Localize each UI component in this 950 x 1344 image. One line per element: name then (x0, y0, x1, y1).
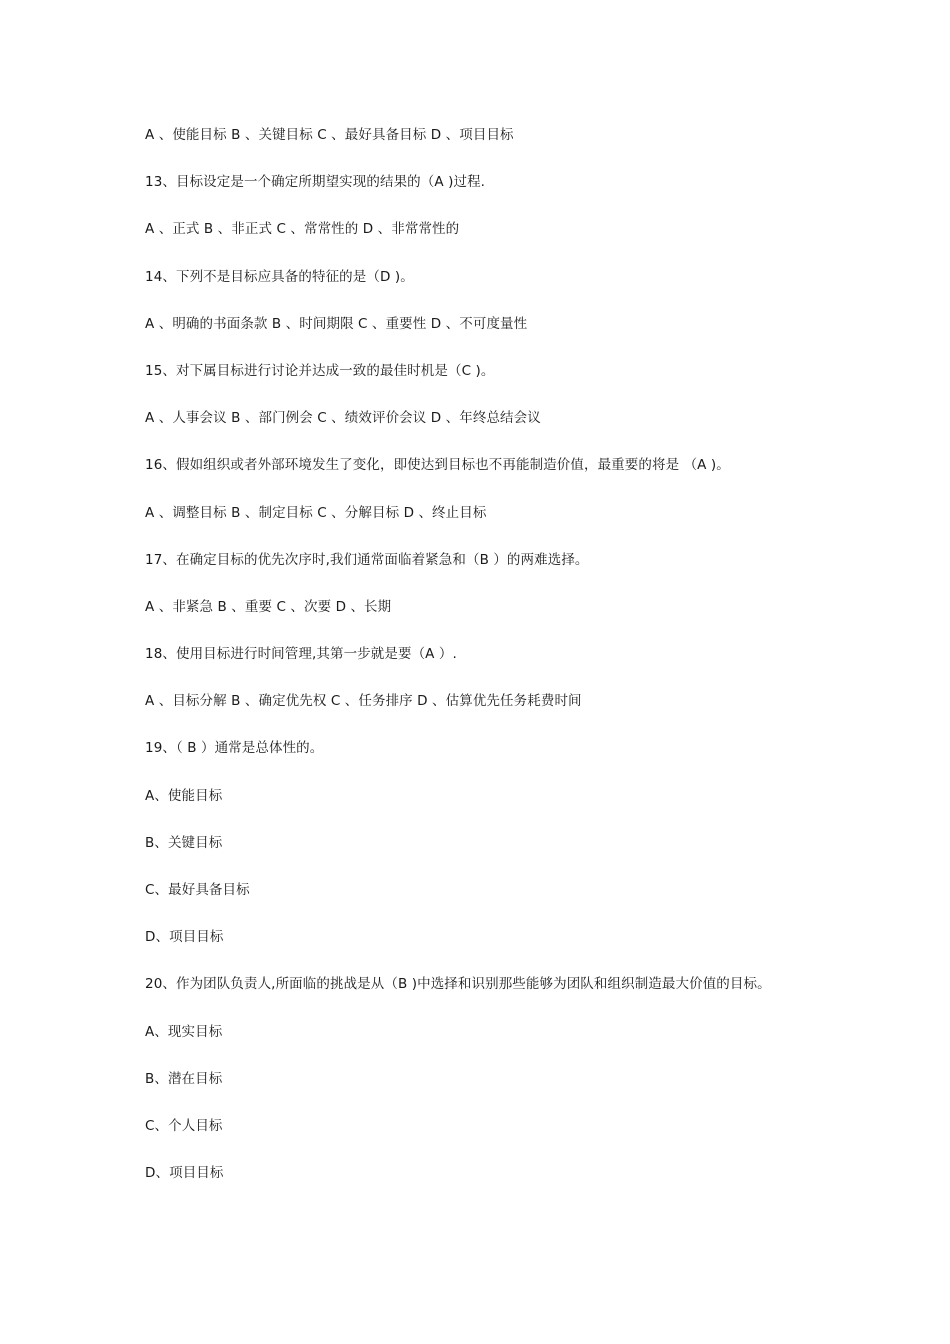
option-item: D、项目目标 (145, 1165, 224, 1182)
question-line: 19、（ B ）通常是总体性的。 (145, 740, 324, 757)
options-line: A 、使能目标 B 、关键目标 C 、最好具备目标 D 、项目目标 (145, 127, 514, 143)
option-item: B、关键目标 (145, 834, 223, 851)
options-line: A 、明确的书面条款 B 、时间期限 C 、重要性 D 、不可度量性 (145, 315, 528, 332)
options-line: A 、人事会议 B 、部门例会 C 、绩效评价会议 D 、年终总结会议 (145, 410, 541, 427)
question-line: 20、作为团队负责人,所面临的挑战是从（B )中选择和识别那些能够为团队和组织制造最大价值的目标。 (145, 976, 771, 993)
question-line: 15、对下属目标进行讨论并达成一致的最佳时机是（C )。 (145, 362, 495, 379)
document-body (145, 124, 915, 1209)
option-item: C、最好具备目标 (145, 882, 250, 898)
options-line: A 、目标分解 B 、确定优先权 C 、任务排序 D 、估算优先任务耗费时间 (145, 693, 582, 710)
options-line: A 、非紧急 B 、重要 C 、次要 D 、长期 (145, 598, 392, 615)
question-line: 14、下列不是目标应具备的特征的是（D )。 (145, 268, 414, 285)
option-item: B、潜在目标 (145, 1070, 223, 1087)
option-item: C、个人目标 (145, 1117, 223, 1134)
option-item: D、项目目标 (145, 929, 224, 946)
options-line: A 、调整目标 B 、制定目标 C 、分解目标 D 、终止目标 (145, 504, 487, 521)
question-line: 16、假如组织或者外部环境发生了变化，即使达到目标也不再能制造价值，最重要的将是 （A )。 (145, 457, 730, 474)
option-item: A、使能目标 (145, 787, 223, 804)
question-line: 17、在确定目标的优先次序时,我们通常面临着紧急和（B ）的两难选择。 (145, 551, 589, 568)
question-line: 13、目标设定是一个确定所期望实现的结果的（A )过程. (145, 174, 486, 191)
options-line: A 、正式 B 、非正式 C 、常常性的 D 、非常常性的 (145, 221, 460, 238)
question-line: 18、使用目标进行时间管理,其第一步就是要（A ）. (145, 646, 457, 663)
option-item: A、现实目标 (145, 1023, 223, 1040)
